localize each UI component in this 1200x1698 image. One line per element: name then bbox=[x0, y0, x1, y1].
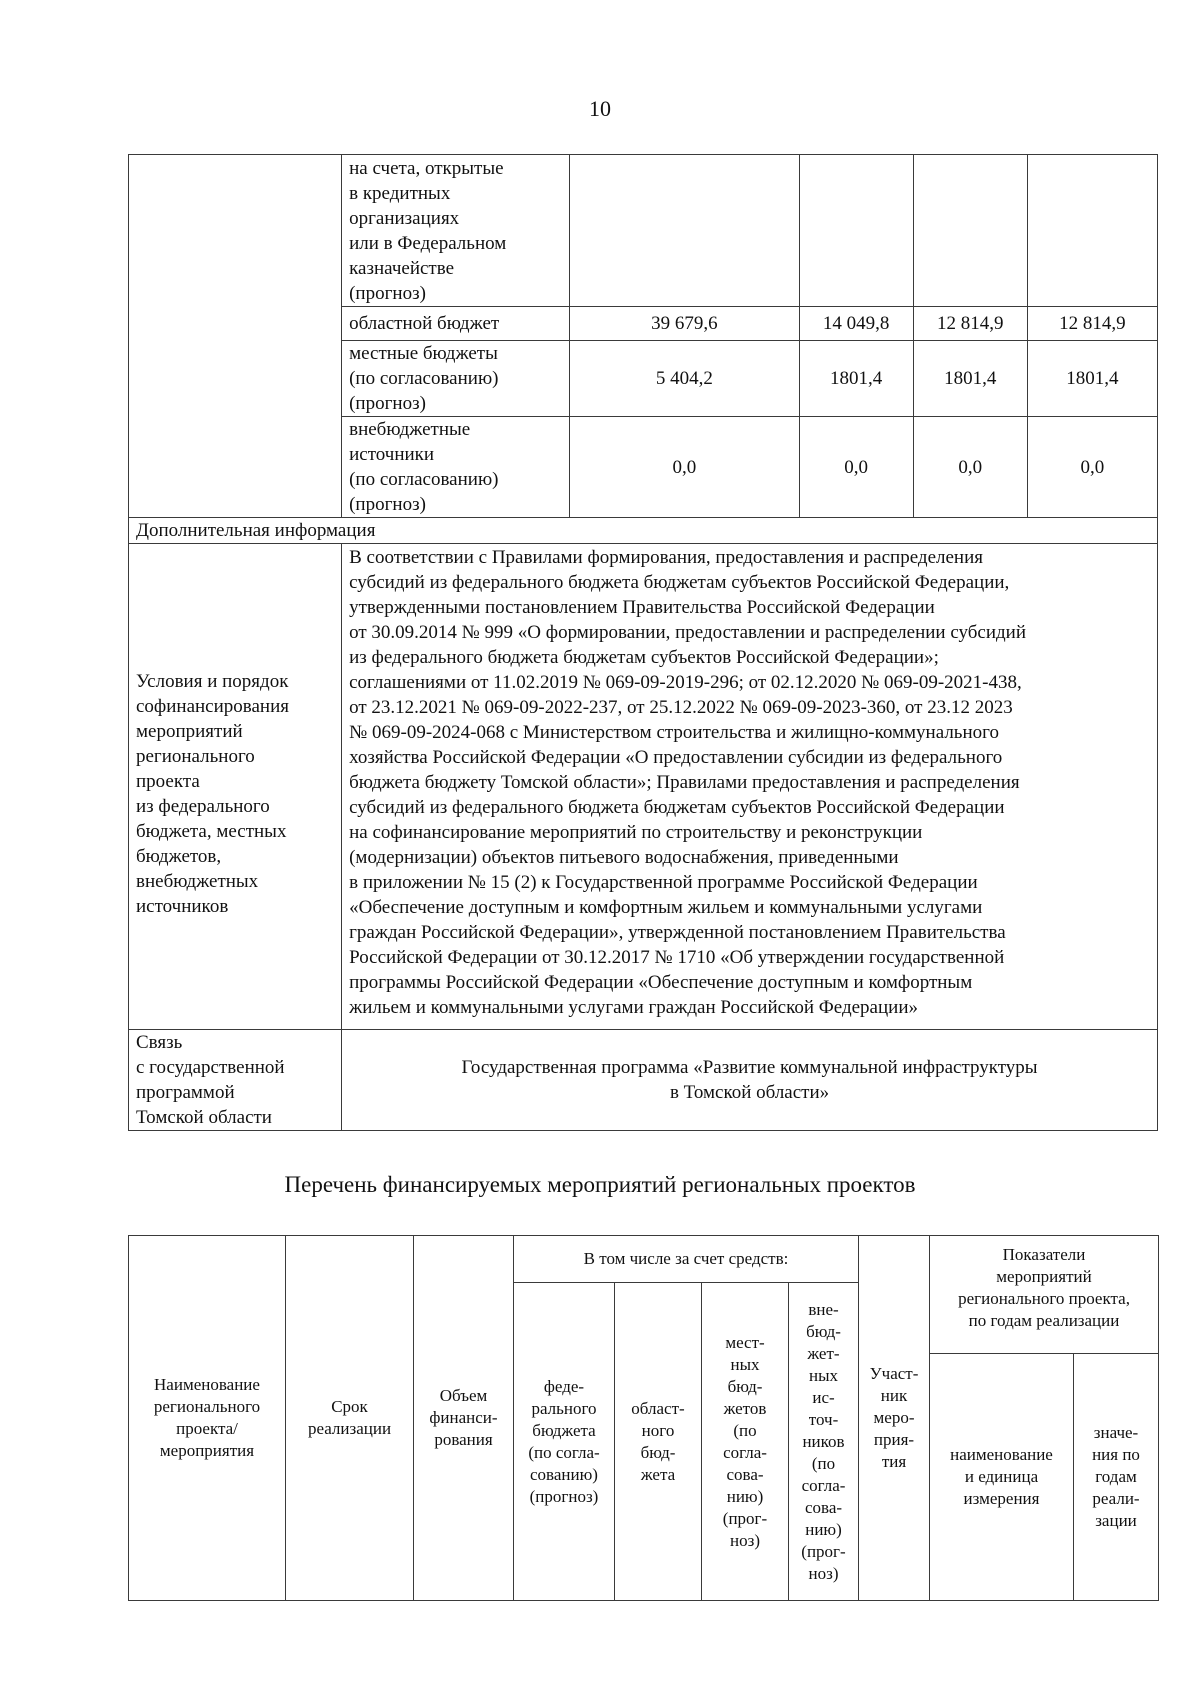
funding-year-1: 14 049,8 bbox=[799, 307, 913, 341]
header-row bbox=[129, 1236, 1159, 1283]
funding-year-1: 0,0 bbox=[799, 417, 913, 518]
header-term: Срок реализации bbox=[286, 1236, 414, 1601]
funding-year-1 bbox=[799, 155, 913, 307]
table-row bbox=[129, 518, 1158, 544]
funding-year-3: 1801,4 bbox=[1027, 341, 1157, 417]
empty-label-cell bbox=[129, 155, 342, 518]
state-program-link-label: Связь с государственной программой Томской области bbox=[129, 1030, 342, 1131]
funding-year-1: 1801,4 bbox=[799, 341, 913, 417]
funding-year-2: 0,0 bbox=[913, 417, 1027, 518]
funding-total bbox=[570, 155, 799, 307]
section-title: Перечень финансируемых мероприятий региональных проектов bbox=[284, 1172, 916, 1197]
header-regional-budget: област- ного бюд- жета bbox=[615, 1283, 702, 1601]
table-row bbox=[129, 155, 1158, 307]
funding-source: на счета, открытые в кредитных организациях или в Федеральном казначействе (прогноз) bbox=[342, 155, 570, 307]
funding-year-2 bbox=[913, 155, 1027, 307]
header-local-budgets: мест- ных бюд- жетов (по согла- сова- нию) (прог- ноз) bbox=[702, 1283, 789, 1601]
header-federal-budget: феде- рального бюджета (по согла- сованию) (прогноз) bbox=[514, 1283, 615, 1601]
funding-total: 39 679,6 bbox=[570, 307, 799, 341]
header-indicator-values: значе- ния по годам реали- зации bbox=[1074, 1354, 1159, 1601]
funding-year-3: 12 814,9 bbox=[1027, 307, 1157, 341]
header-participant: Участ- ник меро- прия- тия bbox=[859, 1236, 930, 1601]
additional-info-header: Дополнительная информация bbox=[129, 518, 1158, 544]
funding-total: 0,0 bbox=[570, 417, 799, 518]
conditions-label: Условия и порядок софинансирования мероприятий регионального проекта из федерального бюджета, местных бюджетов, внебюджетных источников bbox=[129, 544, 342, 1030]
funding-year-2: 1801,4 bbox=[913, 341, 1027, 417]
conditions-text: В соответствии с Правилами формирования, предоставления и распределения субсидий из федерального бюджета бюджетам субъектов Российской Федерации, утвержденными постановлением Правительства Российской Федерации от 30.09.2014 № 999 «О формировании, предоставлении и распределении субсидий из федерального бюджета бюджетам субъектов Российской Федерации»; соглашениями от 11.02.2019 № 069-09-2019-296; от 02.12.2020 № 069-09-2021-438, от 23.12.2021 № 069-09-2022-237, от 25.12.2022 № 069-09-2023-360, от 23.12 2023 № 069-09-2024-068 с Министерством строительства и жилищно-коммунального хозяйства Российской Федерации «О предоставлении субсидии из федерального бюджета бюджету Томской области»; Правилами предоставления и распределения субсидий из федерального бюджета бюджетам субъектов Российской Федерации на софинансирование мероприятий по строительству и реконструкции (модернизации) объектов питьевого водоснабжения, приведенными в приложении № 15 (2) к Государственной программе Российской Федерации «Обеспечение доступным и комфортным жильем и коммунальными услугами граждан Российской Федерации», утвержденной постановлением Правительства Российской Федерации от 30.12.2017 № 1710 «Об утверждении государственной программы Российской Федерации «Обеспечение доступным и комфортным жильем и коммунальными услугами граждан Российской Федерации» bbox=[342, 544, 1158, 1030]
header-sources-group: В том числе за счет средств: bbox=[514, 1236, 859, 1283]
funding-year-3: 0,0 bbox=[1027, 417, 1157, 518]
table-row bbox=[129, 1030, 1158, 1131]
funding-total: 5 404,2 bbox=[570, 341, 799, 417]
table-row bbox=[129, 544, 1158, 1030]
funding-source: областной бюджет bbox=[342, 307, 570, 341]
header-extrabudgetary: вне- бюд- жет- ных ис- точ- ников (по согла- сова- нию) (прог- ноз) bbox=[789, 1283, 859, 1601]
activities-table bbox=[128, 1235, 1159, 1601]
header-indicator-name: наименование и единица измерения bbox=[930, 1354, 1074, 1601]
funding-year-3 bbox=[1027, 155, 1157, 307]
header-volume: Объем финанси- рования bbox=[414, 1236, 514, 1601]
header-indicators-group: Показатели мероприятий регионального проекта, по годам реализации bbox=[930, 1236, 1159, 1354]
funding-source: внебюджетные источники (по согласованию) (прогноз) bbox=[342, 417, 570, 518]
state-program-link-text: Государственная программа «Развитие коммунальной инфраструктуры в Томской области» bbox=[342, 1030, 1158, 1131]
page-number: 10 bbox=[589, 96, 611, 121]
funding-sources-table bbox=[128, 154, 1158, 1131]
funding-source: местные бюджеты (по согласованию) (прогноз) bbox=[342, 341, 570, 417]
funding-year-2: 12 814,9 bbox=[913, 307, 1027, 341]
header-project-name: Наименование регионального проекта/ мероприятия bbox=[129, 1236, 286, 1601]
